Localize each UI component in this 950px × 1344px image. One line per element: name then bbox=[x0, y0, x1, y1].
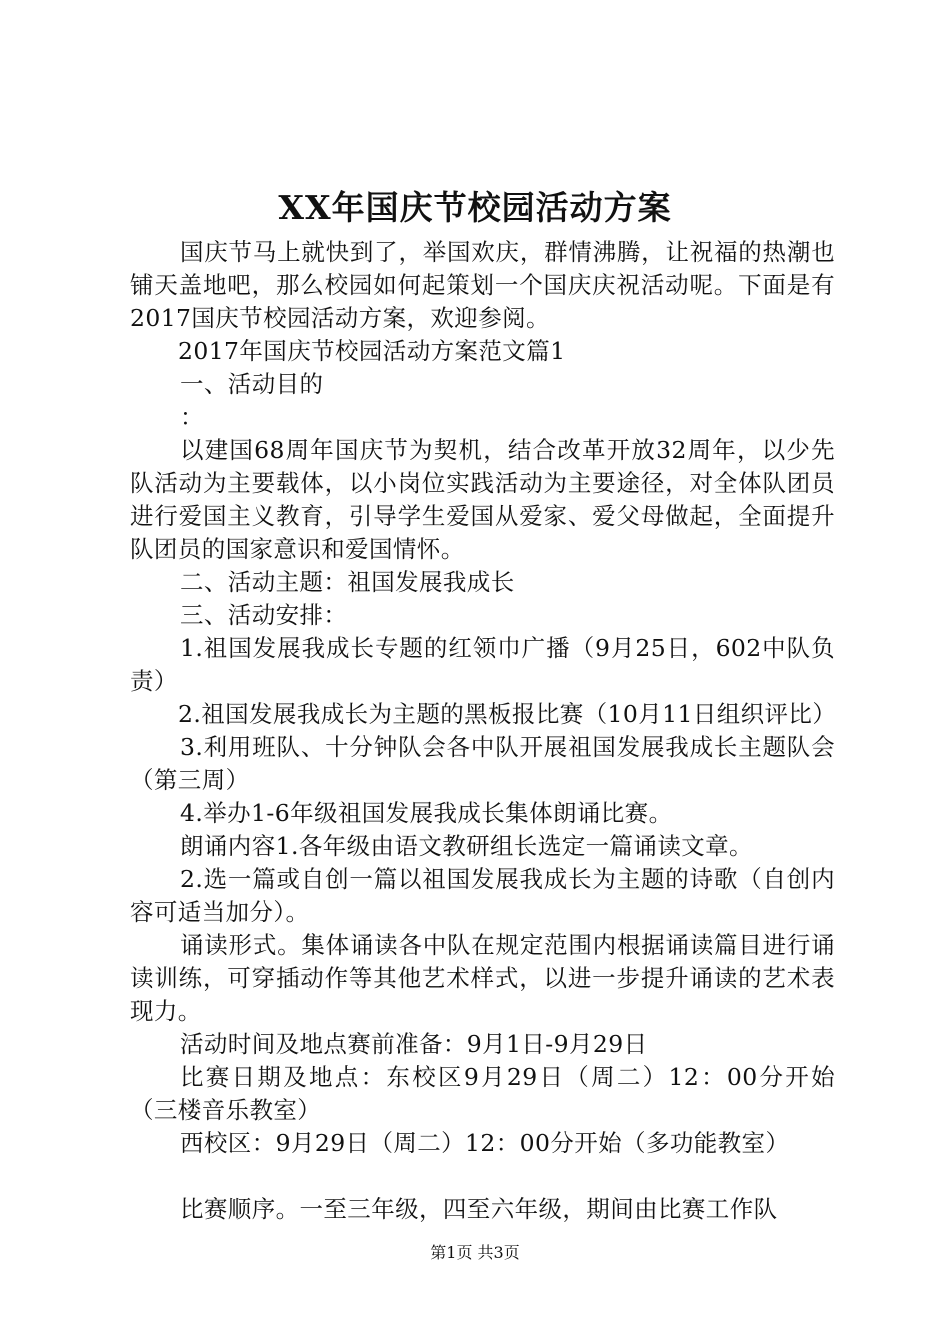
document-body bbox=[130, 236, 835, 1226]
document-title: XX年国庆节校园活动方案 bbox=[278, 188, 672, 227]
paragraph-item-3: 3.利用班队、十分钟队会各中队开展祖国发展我成长主题队会（第三周） bbox=[130, 733, 835, 794]
paragraph-colon: ： bbox=[180, 403, 204, 431]
paragraph-intro: 国庆节马上就快到了，举国欢庆，群情沸腾，让祝福的热潮也铺天盖地吧，那么校园如何起策划一个国庆庆祝活动呢。下面是有2017国庆节校园活动方案，欢迎参阅。 bbox=[130, 238, 835, 332]
paragraph-section-2: 二、活动主题：祖国发展我成长 bbox=[180, 568, 515, 596]
paragraph-east-campus: 比赛日期及地点：东校区9月29日（周二）12：00分开始（三楼音乐教室） bbox=[130, 1063, 835, 1124]
paragraph-subtitle: 2017年国庆节校园活动方案范文篇1 bbox=[178, 337, 566, 365]
paragraph-west-campus: 西校区：9月29日（周二）12：00分开始（多功能教室） bbox=[180, 1129, 790, 1157]
paragraph-item-2: 2.祖国发展我成长为主题的黑板报比赛（10月11日组织评比） bbox=[178, 700, 837, 728]
paragraph-item-4: 4.举办1-6年级祖国发展我成长集体朗诵比赛。 bbox=[180, 799, 673, 827]
paragraph-purpose: 以建国68周年国庆节为契机，结合改革开放32周年，以少先队活动为主要载体，以小岗位实践活动为主要途径，对全体队团员进行爱国主义教育，引导学生爱国从爱家、爱父母做起，全面提升队团员的国家意识和爱国情怀。 bbox=[130, 436, 835, 563]
page-footer: 第1页 共3页 bbox=[430, 1243, 520, 1262]
paragraph-section-3: 三、活动安排： bbox=[180, 601, 348, 629]
paragraph-section-1: 一、活动目的 bbox=[180, 370, 324, 398]
paragraph-prep-time: 活动时间及地点赛前准备：9月1日-9月29日 bbox=[180, 1030, 648, 1058]
paragraph-recite-content: 朗诵内容1.各年级由语文教研组长选定一篇诵读文章。 bbox=[180, 832, 753, 860]
paragraph-gap bbox=[130, 1160, 835, 1193]
paragraph-recite-2: 2.选一篇或自创一篇以祖国发展我成长为主题的诗歌（自创内容可适当加分）。 bbox=[130, 865, 835, 926]
paragraph-recite-form: 诵读形式。集体诵读各中队在规定范围内根据诵读篇目进行诵读训练，可穿插动作等其他艺术样式，以进一步提升诵读的艺术表现力。 bbox=[130, 931, 835, 1025]
paragraph-item-1: 1.祖国发展我成长专题的红领巾广播（9月25日，602中队负责） bbox=[130, 634, 835, 695]
paragraph-order: 比赛顺序。一至三年级，四至六年级，期间由比赛工作队 bbox=[180, 1195, 778, 1223]
